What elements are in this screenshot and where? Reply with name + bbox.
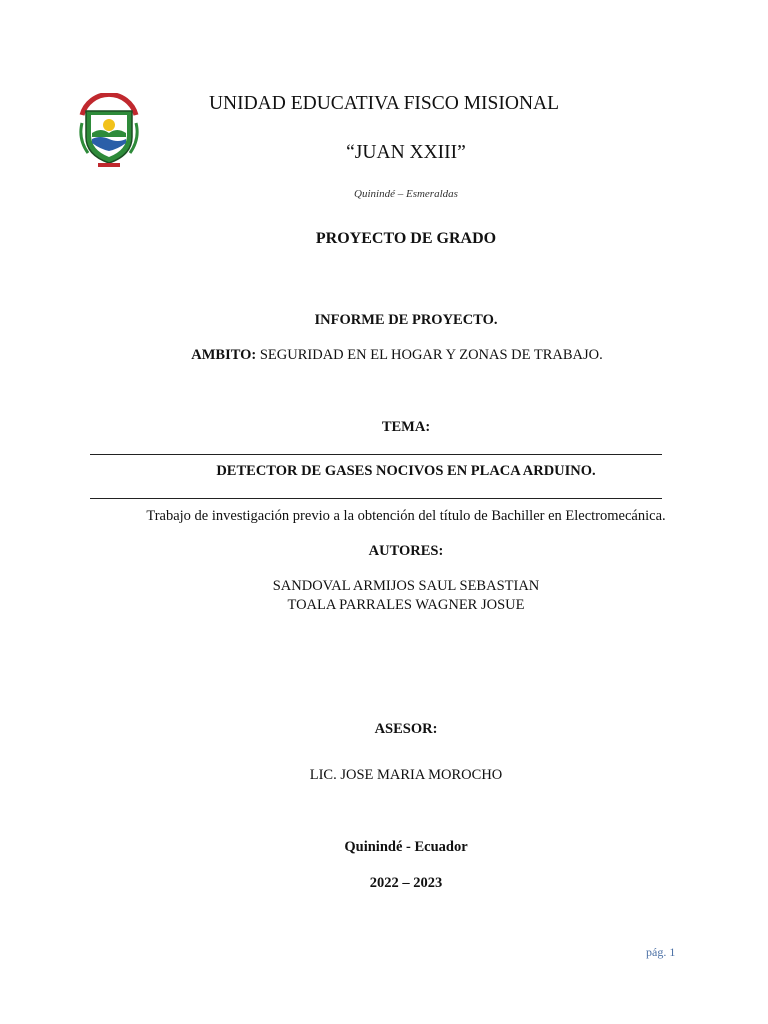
ambito-line	[13, 347, 768, 364]
page-number: pág. 1	[646, 945, 676, 959]
advisor-name: LIC. JOSE MARIA MOROCHO	[309, 767, 503, 783]
place: Quinindé - Ecuador	[344, 839, 468, 855]
project-type-heading: PROYECTO DE GRADO	[315, 230, 497, 247]
project-title: DETECTOR DE GASES NOCIVOS EN PLACA ARDUINO.	[216, 463, 596, 479]
ambito-value: SEGURIDAD EN EL HOGAR Y ZONAS DE TRABAJO.	[256, 347, 603, 363]
location-subtitle: Quinindé – Esmeraldas	[354, 188, 458, 200]
purpose-statement: Trabajo de investigación previo a la obtención del título de Bachiller en Electromecánica.	[146, 508, 666, 524]
ambito-label: AMBITO:	[191, 347, 257, 363]
author-name: TOALA PARRALES WAGNER JOSUE	[287, 597, 525, 613]
advisor-label: ASESOR:	[374, 721, 438, 737]
school-name: “JUAN XXIII”	[346, 142, 466, 163]
years: 2022 – 2023	[369, 875, 443, 891]
institution-title: UNIDAD EDUCATIVA FISCO MISIONAL	[208, 93, 560, 114]
tema-label: TEMA:	[381, 419, 431, 435]
authors-label: AUTORES:	[368, 543, 444, 559]
report-label: INFORME DE PROYECTO.	[314, 312, 498, 328]
top-divider	[90, 454, 662, 455]
bottom-divider	[90, 498, 662, 499]
author-name: SANDOVAL ARMIJOS SAUL SEBASTIAN	[272, 578, 540, 594]
